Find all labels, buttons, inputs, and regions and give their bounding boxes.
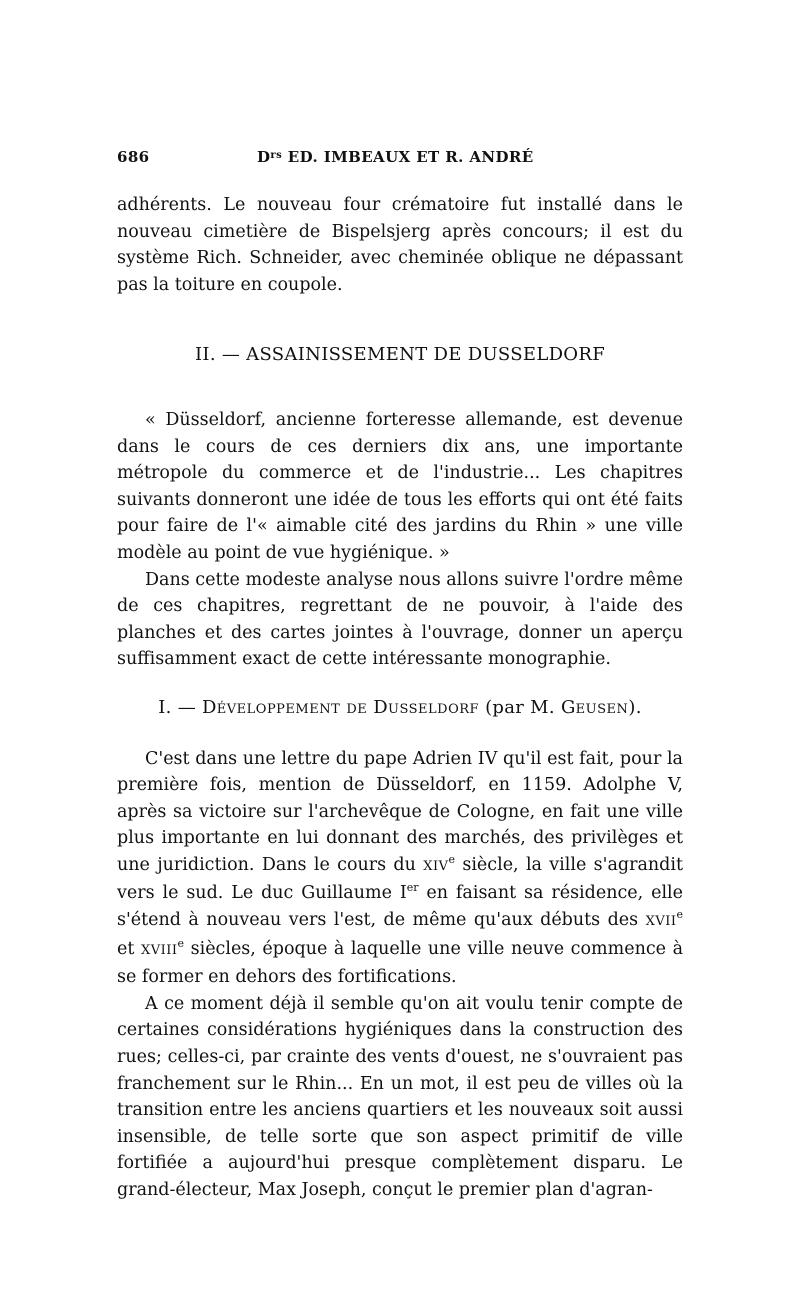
title-authors: ED. IMBEAUX ET R. ANDRÉ <box>282 148 534 166</box>
paragraph-continuation: adhérents. Le nouveau four crématoire fut installé dans le nouveau cimetière de Bispelsjerg après concours; il est du système Rich. Schneider, avec cheminée oblique ne dépassant pas la toiture en coupole. <box>117 195 683 295</box>
title-prefix-sup: rs <box>270 150 283 161</box>
quote-paragraph: « Düsseldorf, ancienne forteresse allemande, est devenue dans le cours de ces derniers dix ans, une importante métropole du commerce et de l'industrie... Les chapitres suivants donneront une idée de tous les efforts qui ont été faits pour faire de l'« aimable cité des jardins du Rhin » une ville modèle au point de vue hygiénique. » <box>117 409 683 563</box>
running-head <box>117 148 683 172</box>
book-page <box>117 148 683 1204</box>
title-prefix: D <box>257 148 271 166</box>
section-heading: II. — ASSAINISSEMENT DE DUSSELDORF <box>195 344 605 366</box>
history-paragraph: C'est dans une lettre du pape Adrien IV qu'il est fait, pour la première fois, mention de Düsseldorf, en 1159. Adolphe V, après sa victoire sur l'archevêque de Cologne, en fait une ville plus importante en lui donnant des marchés, des privilèges et une juridiction. Dans le cours du XIVe siècle, la ville s'agrandit vers le sud. Le duc Guillaume Ier en faisant sa résidence, elle s'étend à nouveau vers l'est, de même qu'aux débuts des XVIIe et XVIIIe siècles, époque à laquelle une ville neuve commence à se former en dehors des fortifications. <box>117 748 683 988</box>
running-title <box>257 148 534 166</box>
body-text <box>117 192 683 1204</box>
hygiene-paragraph: A ce moment déjà il semble qu'on ait voulu tenir compte de certaines considérations hygiéniques dans la construction des rues; celles-ci, par crainte des vents d'ouest, ne s'ouvraient pas franchement sur le Rhin... En un mot, il est peu de villes où la transition entre les anciens quartiers et les nouveaux soit aussi insensible, de telle sorte que son aspect primitif de ville fortifiée a aujourd'hui presque complètement disparu. Le grand-électeur, Max Joseph, conçut le premier plan d'agran- <box>117 993 683 1200</box>
analysis-paragraph: Dans cette modeste analyse nous allons suivre l'ordre même de ces chapitres, regrettant de ne pouvoir, à l'aide des planches et des cartes jointes à l'ouvrage, donner un aperçu suffisamment exact de cette intéressante monographie. <box>117 569 683 670</box>
subheading: I. — DÉVELOPPEMENT DE DUSSELDORF (par M. GEUSEN). <box>158 696 642 718</box>
page-number: 686 <box>117 148 150 166</box>
